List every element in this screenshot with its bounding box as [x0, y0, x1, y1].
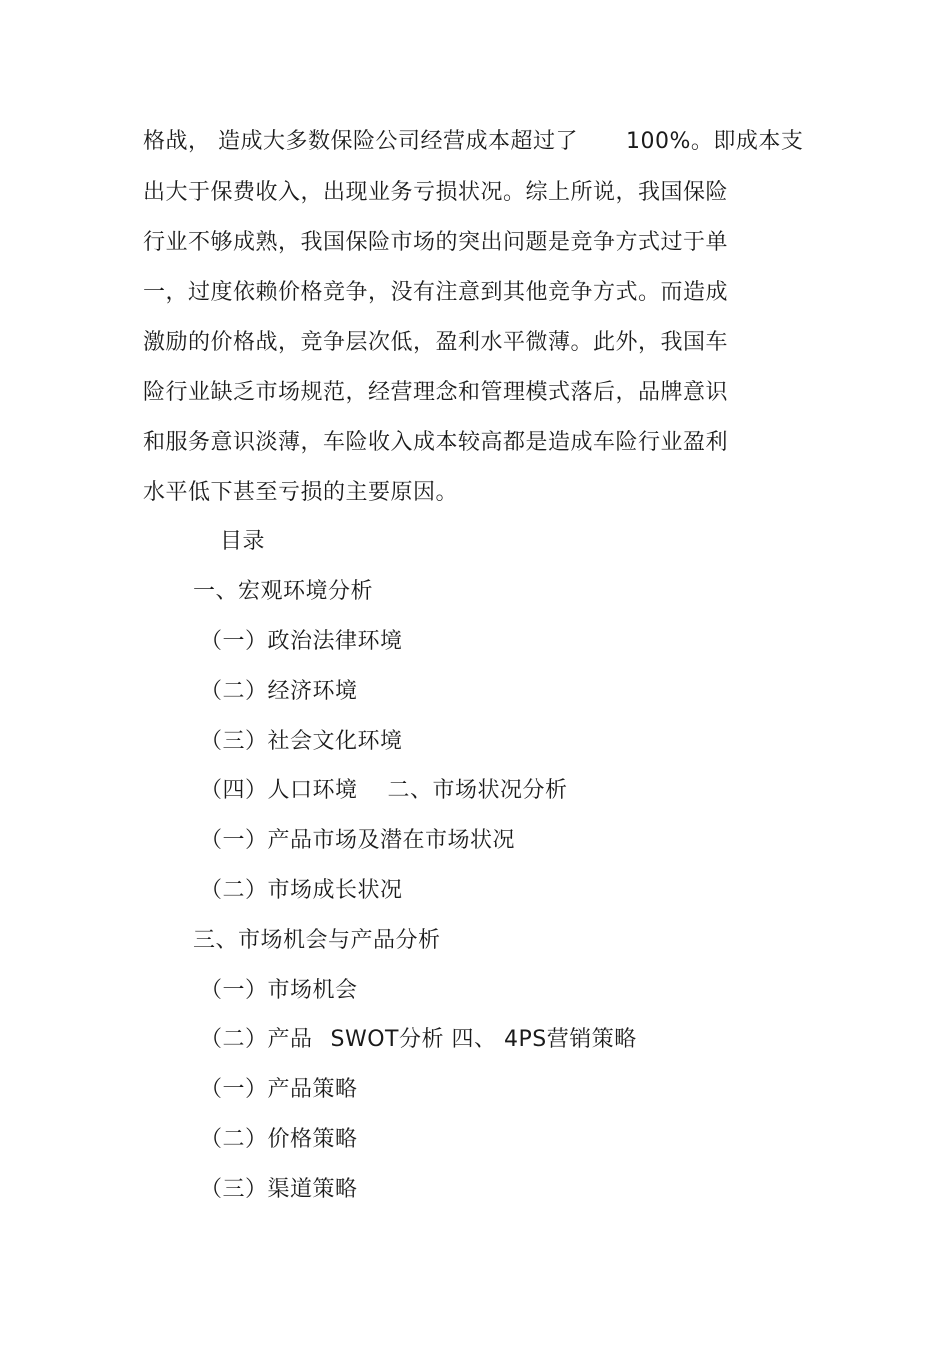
paragraph-line: 和服务意识淡薄，车险收入成本较高都是造成车险行业盈利 [143, 430, 729, 455]
toc-item [200, 776, 568, 806]
toc-item: （二）经济环境 [200, 679, 358, 704]
toc-item-text: （二）产品 [200, 1027, 313, 1052]
toc-item: （三）渠道策略 [200, 1177, 358, 1202]
paragraph-line [143, 127, 803, 157]
paragraph-line: 激励的价格战，竞争层次低，盈利水平微薄。此外，我国车 [143, 330, 729, 355]
paragraph-line: 一，过度依赖价格竞争，没有注意到其他竞争方式。而造成 [143, 280, 729, 305]
toc-item-text: 二、市场状况分析 [387, 778, 568, 803]
toc-item: （一）市场机会 [200, 978, 358, 1003]
toc-item-text: （四）人口环境 [200, 778, 358, 803]
toc-item: （一）产品策略 [200, 1077, 358, 1102]
toc-item: （二）市场成长状况 [200, 878, 403, 903]
toc-item: （二）价格策略 [200, 1127, 358, 1152]
paragraph-line: 出大于保费收入，出现业务亏损状况。综上所说，我国保险 [143, 180, 729, 205]
paragraph-line: 水平低下甚至亏损的主要原因。 [143, 480, 459, 505]
paragraph-line: 行业不够成熟，我国保险市场的突出问题是竞争方式过于单 [143, 230, 729, 255]
toc-item: （一）产品市场及潜在市场状况 [200, 828, 516, 853]
paragraph-line: 险行业缺乏市场规范，经营理念和管理模式落后，品牌意识 [143, 380, 729, 405]
toc-item: （三）社会文化环境 [200, 729, 403, 754]
toc-item: 三、市场机会与产品分析 [193, 928, 441, 953]
toc-heading: 目录 [220, 529, 266, 554]
toc-item: 一、宏观环境分析 [193, 579, 374, 604]
paragraph-text: 格战， 造成大多数保险公司经营成本超过了 [143, 129, 578, 154]
toc-item: （一）政治法律环境 [200, 629, 403, 654]
toc-item-text: SWOT分析 四、 4PS营销策略 [330, 1027, 637, 1052]
toc-item [200, 1025, 637, 1055]
paragraph-text: 100%。即成本支 [626, 129, 804, 154]
